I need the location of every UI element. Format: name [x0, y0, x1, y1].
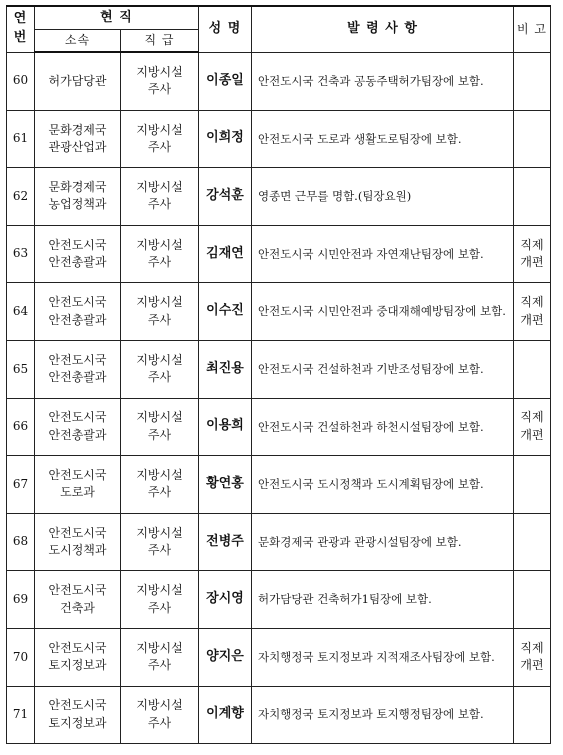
row-affiliation [35, 340, 121, 398]
table-row [7, 225, 551, 283]
row-grade [121, 110, 199, 168]
row-affiliation [35, 513, 121, 571]
affiliation-line-1: 문화경제국 [48, 122, 107, 137]
table-row [7, 686, 551, 744]
affiliation-line-2: 관광산업과 [48, 139, 107, 154]
remark-line-2: 개편 [520, 658, 544, 673]
personnel-order-table [6, 5, 551, 744]
row-affiliation [35, 225, 121, 283]
row-number: 66 [7, 398, 35, 456]
row-remark [514, 225, 551, 283]
row-number: 63 [7, 225, 35, 283]
table-row [7, 456, 551, 514]
grade-line-2: 주사 [147, 658, 172, 673]
affiliation-line-2: 농업정책과 [48, 197, 107, 212]
grade-line-1: 지방시설 [136, 180, 183, 195]
affiliation-line-1: 안전도시국 [48, 468, 107, 483]
row-affiliation [35, 52, 121, 110]
grade-line-1: 지방시설 [136, 237, 183, 252]
row-number: 68 [7, 513, 35, 571]
row-order: 안전도시국 도시정책과 도시계획팀장에 보함. [252, 456, 514, 514]
remark-line-1: 직제 [520, 410, 544, 425]
grade-line-1: 지방시설 [136, 583, 183, 598]
row-affiliation [35, 571, 121, 629]
row-number: 60 [7, 52, 35, 110]
row-order: 자치행정국 토지정보과 지적재조사팀장에 보함. [252, 628, 514, 686]
remark-line-1: 직제 [520, 237, 544, 252]
grade-line-2: 주사 [147, 139, 172, 154]
row-order: 자치행정국 토지정보과 토지행정팀장에 보함. [252, 686, 514, 744]
row-affiliation [35, 628, 121, 686]
row-grade [121, 571, 199, 629]
table-row [7, 513, 551, 571]
row-number: 71 [7, 686, 35, 744]
header-no-bottom: 번 [13, 30, 28, 46]
grade-line-1: 지방시설 [136, 64, 183, 79]
remark-line-1: 직제 [520, 640, 544, 655]
row-remark [514, 52, 551, 110]
table-row [7, 168, 551, 226]
row-remark [514, 571, 551, 629]
personnel-order-document [6, 5, 551, 744]
grade-line-2: 주사 [147, 543, 172, 558]
row-number: 65 [7, 340, 35, 398]
row-affiliation [35, 686, 121, 744]
row-grade [121, 283, 199, 341]
table-row [7, 398, 551, 456]
row-order: 안전도시국 시민안전과 중대재해예방팀장에 보함. [252, 283, 514, 341]
row-person-name: 이용희 [199, 398, 252, 456]
row-person-name: 이수진 [199, 283, 252, 341]
row-number: 62 [7, 168, 35, 226]
affiliation-line-1: 안전도시국 [48, 698, 107, 713]
header-row-top [7, 6, 551, 30]
affiliation-line-1: 안전도시국 [48, 583, 107, 598]
grade-line-2: 주사 [147, 370, 172, 385]
header-affiliation: 소속 [35, 30, 121, 53]
row-person-name: 장시영 [199, 571, 252, 629]
grade-line-1: 지방시설 [136, 122, 183, 137]
row-remark [514, 340, 551, 398]
row-person-name: 이계향 [199, 686, 252, 744]
grade-line-2: 주사 [147, 485, 172, 500]
row-number: 70 [7, 628, 35, 686]
row-grade [121, 225, 199, 283]
grade-line-2: 주사 [147, 427, 172, 442]
row-remark [514, 513, 551, 571]
row-remark [514, 168, 551, 226]
header-current: 현 직 [35, 6, 199, 30]
affiliation-line-1: 안전도시국 [48, 525, 107, 540]
row-grade [121, 513, 199, 571]
row-grade [121, 398, 199, 456]
row-remark [514, 283, 551, 341]
header-no-top: 연 [13, 11, 28, 27]
affiliation-line-2: 안전총괄과 [48, 255, 107, 270]
affiliation-line-2: 도시정책과 [48, 543, 107, 558]
row-order: 안전도시국 건설하천과 기반조성팀장에 보함. [252, 340, 514, 398]
affiliation-line-2: 건축과 [60, 600, 95, 615]
affiliation-line-1: 안전도시국 [48, 410, 107, 425]
remark-line-2: 개편 [520, 427, 544, 442]
row-person-name: 이희정 [199, 110, 252, 168]
grade-line-1: 지방시설 [136, 352, 183, 367]
row-number: 67 [7, 456, 35, 514]
affiliation-line-1: 안전도시국 [48, 352, 107, 367]
header-no [7, 6, 35, 52]
row-order: 허가담당관 건축허가1팀장에 보함. [252, 571, 514, 629]
affiliation-line-1: 안전도시국 [48, 640, 107, 655]
header-order: 발 령 사 항 [252, 6, 514, 52]
row-person-name: 전병주 [199, 513, 252, 571]
table-row [7, 110, 551, 168]
remark-line-1: 직제 [520, 295, 544, 310]
row-grade [121, 52, 199, 110]
table-row [7, 571, 551, 629]
row-person-name: 황연홍 [199, 456, 252, 514]
affiliation-line-2: 토지정보과 [48, 658, 107, 673]
row-affiliation [35, 398, 121, 456]
row-number: 61 [7, 110, 35, 168]
grade-line-1: 지방시설 [136, 698, 183, 713]
header-grade: 직 급 [121, 30, 199, 53]
row-remark [514, 628, 551, 686]
grade-line-2: 주사 [147, 600, 172, 615]
table-row [7, 340, 551, 398]
row-grade [121, 686, 199, 744]
grade-line-1: 지방시설 [136, 410, 183, 425]
row-person-name: 최진용 [199, 340, 252, 398]
row-grade [121, 168, 199, 226]
row-remark [514, 456, 551, 514]
grade-line-1: 지방시설 [136, 525, 183, 540]
row-remark [514, 398, 551, 456]
grade-line-2: 주사 [147, 715, 172, 730]
row-order: 안전도시국 도로과 생활도로팀장에 보함. [252, 110, 514, 168]
affiliation-line-2: 안전총괄과 [48, 312, 107, 327]
header-name: 성 명 [199, 6, 252, 52]
affiliation-line-2: 토지정보과 [48, 715, 107, 730]
row-grade [121, 628, 199, 686]
affiliation-line-1: 안전도시국 [48, 237, 107, 252]
grade-line-1: 지방시설 [136, 295, 183, 310]
row-order: 안전도시국 건축과 공동주택허가팀장에 보함. [252, 52, 514, 110]
affiliation-line-1: 허가담당관 [48, 73, 107, 88]
table-body [7, 52, 551, 744]
row-person-name: 양지은 [199, 628, 252, 686]
grade-line-1: 지방시설 [136, 468, 183, 483]
table-row [7, 52, 551, 110]
grade-line-2: 주사 [147, 312, 172, 327]
row-order: 안전도시국 건설하천과 하천시설팀장에 보함. [252, 398, 514, 456]
affiliation-line-2: 안전총괄과 [48, 427, 107, 442]
row-remark [514, 110, 551, 168]
row-number: 69 [7, 571, 35, 629]
grade-line-2: 주사 [147, 82, 172, 97]
grade-line-2: 주사 [147, 197, 172, 212]
grade-line-1: 지방시설 [136, 640, 183, 655]
header-remark: 비 고 [514, 6, 551, 52]
row-person-name: 이종일 [199, 52, 252, 110]
affiliation-line-2: 도로과 [60, 485, 95, 500]
row-affiliation [35, 168, 121, 226]
row-remark [514, 686, 551, 744]
grade-line-2: 주사 [147, 255, 172, 270]
row-grade [121, 340, 199, 398]
row-number: 64 [7, 283, 35, 341]
row-affiliation [35, 283, 121, 341]
affiliation-line-1: 문화경제국 [48, 180, 107, 195]
affiliation-line-2: 안전총괄과 [48, 370, 107, 385]
row-order: 안전도시국 시민안전과 자연재난팀장에 보함. [252, 225, 514, 283]
row-grade [121, 456, 199, 514]
row-person-name: 김재연 [199, 225, 252, 283]
row-person-name: 강석훈 [199, 168, 252, 226]
row-order: 영종면 근무를 명함.(팀장요원) [252, 168, 514, 226]
row-order: 문화경제국 관광과 관광시설팀장에 보함. [252, 513, 514, 571]
table-row [7, 283, 551, 341]
affiliation-line-1: 안전도시국 [48, 295, 107, 310]
table-row [7, 628, 551, 686]
remark-line-2: 개편 [520, 255, 544, 270]
row-affiliation [35, 110, 121, 168]
row-affiliation [35, 456, 121, 514]
remark-line-2: 개편 [520, 312, 544, 327]
